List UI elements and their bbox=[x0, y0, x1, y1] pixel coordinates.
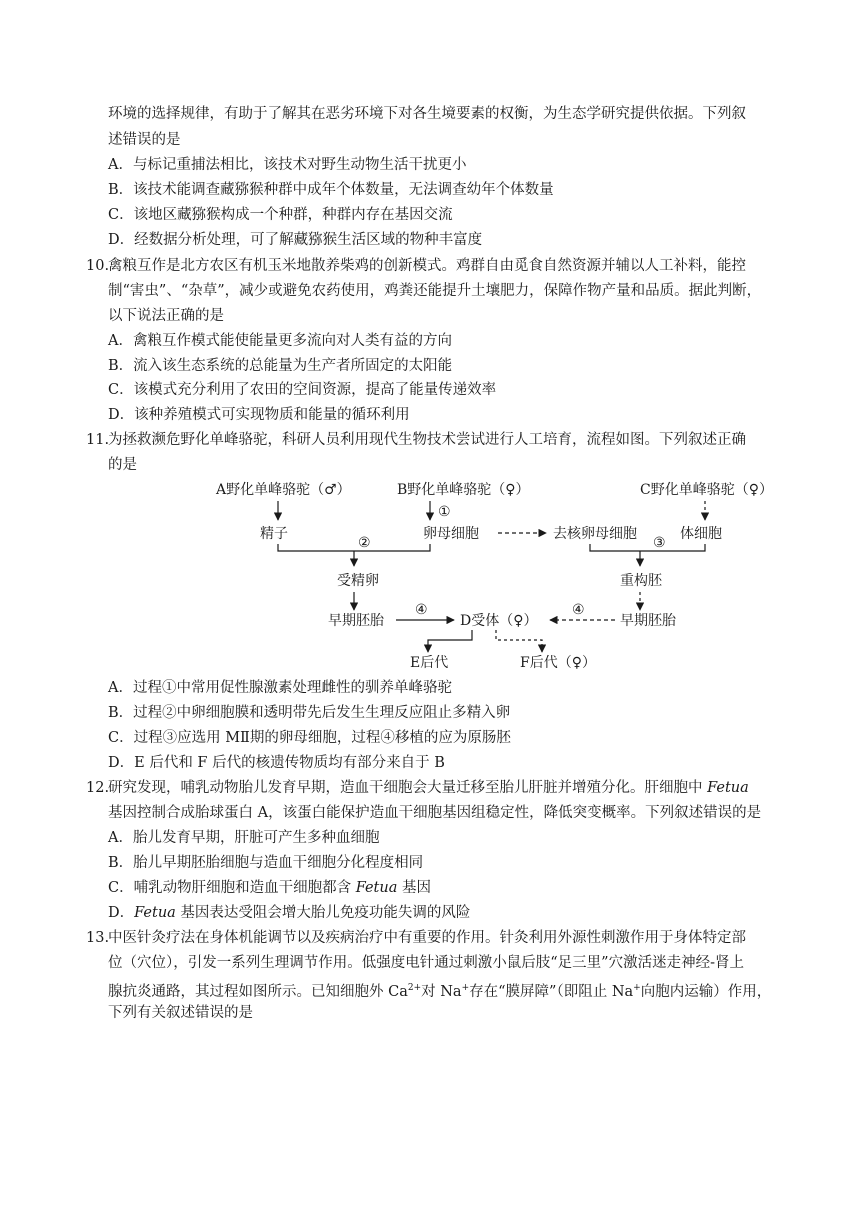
enucleated-oocyte-label: 去核卵母细胞 bbox=[553, 526, 637, 542]
q9-option-a: A．与标记重捕法相比，该技术对野生动物生活干扰更小 bbox=[108, 157, 467, 173]
step3-label: ③ bbox=[653, 535, 666, 551]
q12-option-b: B．胎儿早期胚胎细胞与造血干细胞分化程度相同 bbox=[108, 855, 424, 871]
q10-stem-line: 禽粮互作是北方农区有机玉米地散养柴鸡的创新模式。鸡群自由觅食自然资源并辅以人工补料，能控 bbox=[108, 258, 746, 274]
q13-stem-line: 下列有关叙述错误的是 bbox=[108, 1005, 253, 1021]
q11-option-a: A．过程①中常用促性腺激素处理雌性的驯养单峰骆驼 bbox=[108, 680, 452, 696]
q10-option-b: B．流入该生态系统的总能量为生产者所固定的太阳能 bbox=[108, 358, 453, 374]
step4-left-label: ④ bbox=[415, 602, 428, 618]
q10-stem-line: 制“害虫”、“杂草”，减少或避免农药使用，鸡粪还能提升土壤肥力，保障作物产量和品质。据此判断， bbox=[108, 283, 762, 299]
reconstructed-embryo-label: 重构胚 bbox=[620, 573, 662, 589]
q11-number: 11. bbox=[86, 432, 110, 448]
q11-option-b: B．过程②中卵细胞膜和透明带先后发生生理反应阻止多精入卵 bbox=[108, 705, 511, 721]
q13-stem-line: 位（穴位），引发一系列生理调节作用。低强度电针通过刺激小鼠后肢“足三里”穴激活迷走神经-肾上 bbox=[108, 955, 744, 971]
early-embryo-right-label: 早期胚胎 bbox=[620, 613, 676, 629]
q12-number: 12. bbox=[86, 780, 110, 796]
q12-stem-line: 基因控制合成胎球蛋白 A，该蛋白能保护造血干细胞基因组稳定性，降低突变概率。下列叙述错误的是 bbox=[108, 805, 762, 821]
q9-stem-line: 述错误的是 bbox=[108, 132, 181, 148]
recipient-label: D受体（♀） bbox=[460, 613, 538, 629]
q10-stem-line: 以下说法正确的是 bbox=[108, 308, 224, 324]
q13-number: 13. bbox=[86, 930, 110, 946]
arrow-recipient-to-f bbox=[496, 630, 542, 652]
step2-label: ② bbox=[358, 535, 371, 551]
q10-option-c: C．该模式充分利用了农田的空间资源，提高了能量传递效率 bbox=[108, 382, 497, 398]
fertilization-bracket bbox=[278, 544, 430, 551]
q9-option-b: B．该技术能调查藏猕猴种群中成年个体数量，无法调查幼年个体数量 bbox=[108, 182, 554, 198]
fetua-gene: Fetua bbox=[134, 905, 176, 921]
somatic-cell-label: 体细胞 bbox=[680, 526, 722, 542]
early-embryo-left-label: 早期胚胎 bbox=[328, 613, 384, 629]
q12-option-c: C．哺乳动物肝细胞和造血干细胞都含 Fetua 基因 bbox=[108, 880, 431, 896]
q11-option-c: C．过程③应选用 MⅡ期的卵母细胞，过程④移植的应为原肠胚 bbox=[108, 730, 511, 746]
q13-stem-line: 腺抗炎通路，其过程如图所示。已知细胞外 $Ca^{2+}$对 Na+存在“膜屏障”（即阻止 Na+向胞内运输）作用， bbox=[108, 983, 772, 1000]
q11-stem-line: 的是 bbox=[108, 457, 137, 473]
q10-number: 10. bbox=[86, 258, 110, 274]
fetua-gene: Fetua bbox=[355, 880, 398, 896]
f-offspring-label: F后代（♀） bbox=[520, 655, 596, 671]
q12-option-a: A．胎儿发育早期，肝脏可产生多种血细胞 bbox=[108, 830, 380, 846]
q13-stem-line: 中医针灸疗法在身体机能调节以及疾病治疗中有重要的作用。针灸利用外源性刺激作用于身体特定部 bbox=[108, 930, 746, 946]
camel-breeding-flow-diagram bbox=[210, 474, 790, 674]
q10-option-a: A．禽粮互作模式能使能量更多流向对人类有益的方向 bbox=[108, 333, 452, 349]
b-camel-label: B野化单峰骆驼（♀） bbox=[397, 482, 530, 498]
step1-label: ① bbox=[438, 504, 451, 520]
q9-stem-line: 环境的选择规律，有助于了解其在恶劣环境下对各生境要素的权衡，为生态学研究提供依据。下列叙 bbox=[108, 106, 746, 122]
e-offspring-label: E后代 bbox=[410, 655, 449, 671]
oocyte-label: 卵母细胞 bbox=[423, 526, 479, 542]
q9-option-c: C．该地区藏猕猴构成一个种群，种群内存在基因交流 bbox=[108, 207, 453, 223]
q12-option-d: D．Fetua 基因表达受阻会增大胎儿免疫功能失调的风险 bbox=[108, 905, 471, 921]
arrow-recipient-to-e bbox=[428, 630, 472, 652]
sperm-label: 精子 bbox=[260, 526, 288, 542]
step4-right-label: ④ bbox=[572, 602, 585, 618]
q9-option-d: D．经数据分析处理，可了解藏猕猴生活区域的物种丰富度 bbox=[108, 232, 483, 248]
q12-stem-line: 研究发现，哺乳动物胎儿发育早期，造血干细胞会大量迁移至胎儿肝脏并增殖分化。肝细胞中 Fetua bbox=[108, 780, 749, 796]
q11-stem-line: 为拯救濒危野化单峰骆驼，科研人员利用现代生物技术尝试进行人工培育，流程如图。下列叙述正确 bbox=[108, 432, 746, 448]
c-camel-label: C野化单峰骆驼（♀） bbox=[640, 482, 773, 498]
q10-option-d: D．该种养殖模式可实现物质和能量的循环利用 bbox=[108, 407, 410, 423]
a-camel-label: A野化单峰骆驼（♂） bbox=[216, 482, 351, 498]
zygote-label: 受精卵 bbox=[337, 573, 379, 589]
nuclear-transfer-bracket bbox=[590, 544, 705, 551]
fetua-gene: Fetua bbox=[707, 780, 749, 796]
q11-option-d: D．E 后代和 F 后代的核遗传物质均有部分来自于 B bbox=[108, 755, 445, 771]
